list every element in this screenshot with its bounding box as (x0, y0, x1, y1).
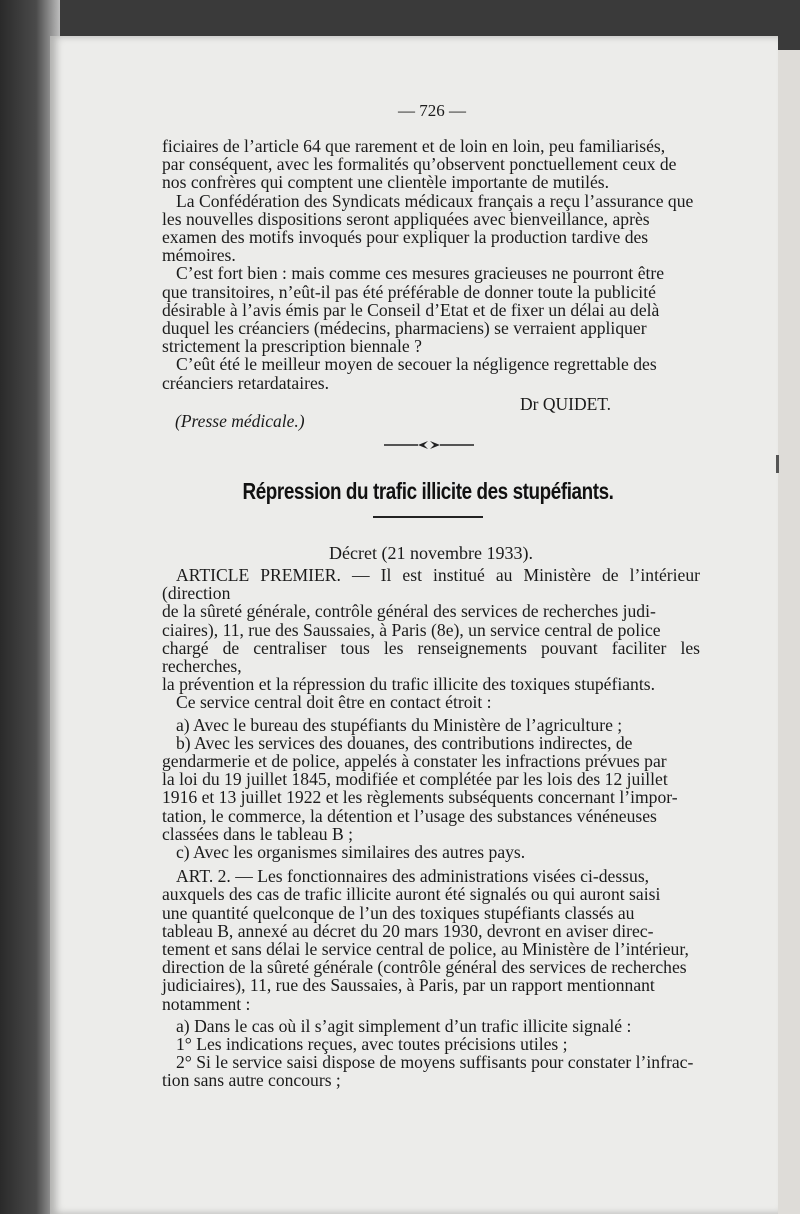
intro-paragraph (162, 137, 700, 392)
text-line: de la sûreté générale, contrôle général des services de recherches judi- (162, 601, 656, 622)
text-line: chargé de centraliser tous les renseignements pouvant faciliter les recherches, (162, 637, 700, 677)
text-line: La Confédération des Syndicats médicaux français a reçu l’assurance que (176, 190, 694, 211)
text-line: ARTICLE PREMIER. — Il est institué au Ministère de l’intérieur (direction (162, 565, 700, 604)
text-line: par conséquent, avec les formalités qu’observent ponctuellement ceux de (162, 154, 677, 175)
text-line: nos confrères qui comptent une clientèle importante de mutilés. (162, 172, 610, 193)
text-line: que transitoires, n’eût-il pas été préférable de donner toute la publicité (162, 281, 656, 302)
text-line: tableau B, annexé au décret du 20 mars 1930, devront en aviser direc- (162, 920, 654, 941)
text-line: c) Avec les organismes similaires des autres pays. (176, 842, 526, 863)
text-line: C’eût été le meilleur moyen de secouer la négligence regrettable des (176, 354, 657, 375)
text-line: b) Avec les services des douanes, des contributions indirectes, de (176, 732, 633, 753)
text-line: a) Avec le bureau des stupéfiants du Ministère de l’agriculture ; (176, 714, 623, 735)
text-line: 1° Les indications reçues, avec toutes précisions utiles ; (176, 1034, 568, 1055)
text-line: tation, le commerce, la détention et l’usage des substances vénéneuses (162, 805, 657, 826)
text-line: a) Dans le cas où il s’agit simplement d’un trafic illicite signalé : (176, 1015, 632, 1036)
text-line: Ce service central doit être en contact étroit : (176, 692, 492, 713)
text-line: les nouvelles dispositions seront appliquées avec bienveillance, après (162, 208, 650, 229)
title-rule (373, 516, 483, 518)
text-line: une quantité quelconque de l’un des toxiques stupéfiants classés au (162, 902, 635, 923)
text-line: classées dans le tableau B ; (162, 823, 354, 844)
article-body (162, 566, 700, 1090)
text-line: tement et sans délai le service central de police, au Ministère de l’intérieur, (162, 939, 689, 960)
text-line: examen des motifs invoqués pour expliquer la production tardive des (162, 227, 649, 248)
decree-heading (162, 543, 700, 564)
next-page-edge (776, 50, 800, 1214)
text-line: désirable à l’avis émis par le Conseil d’Etat et de fixer un délai au delà (162, 299, 660, 320)
page-number: — 726 — (398, 101, 466, 120)
page-mark (776, 455, 779, 473)
text-line: direction de la sûreté générale (contrôle général des services de recherches (162, 957, 687, 978)
text-line: ciaires), 11, rue des Saussaies, à Paris (8e), un service central de police (162, 619, 661, 640)
signature: Dr QUIDET. (520, 394, 612, 414)
text-line: 2° Si le service saisi dispose de moyens suffisants pour constater l’infrac- (176, 1052, 694, 1073)
text-line: notamment : (162, 993, 251, 1014)
text-line: la loi du 19 juillet 1845, modifiée et complétée par les lois des 12 juillet (162, 769, 668, 790)
text-line: tion sans autre concours ; (162, 1070, 341, 1091)
text-line: judiciaires), 11, rue des Saussaies, à Paris, par un rapport mentionnant (162, 975, 655, 996)
text-line: ART. 2. — Les fonctionnaires des administrations visées ci-dessus, (176, 866, 650, 887)
source-citation: (Presse médicale.) (175, 411, 305, 431)
text-line: créanciers retardataires. (162, 372, 330, 393)
section-title: Répression du trafic illicite des stupéfiants. (242, 478, 614, 504)
text-line: la prévention et la répression du trafic illicite des toxiques stupéfiants. (162, 674, 655, 695)
decree-text: Décret (21 novembre 1933). (329, 543, 533, 563)
text-line: gendarmerie et de police, appelés à constater les infractions prévues par (162, 751, 667, 772)
text-line: strictement la prescription biennale ? (162, 336, 422, 357)
text-line: duquel les créanciers (médecins, pharmaciens) se verraient appliquer (162, 318, 647, 339)
text-line: mémoires. (162, 245, 236, 266)
text-line: 1916 et 13 juillet 1922 et les règlements subséquents concernant l’impor- (162, 787, 678, 808)
text-line: auxquels des cas de trafic illicite auront été signalés ou qui auront saisi (162, 884, 661, 905)
text-line: ficiaires de l’article 64 que rarement et de loin en loin, peu familiarisés, (162, 136, 666, 156)
ornament-divider (384, 440, 474, 450)
text-line: C’est fort bien : mais comme ces mesures gracieuses ne pourront être (176, 263, 665, 284)
